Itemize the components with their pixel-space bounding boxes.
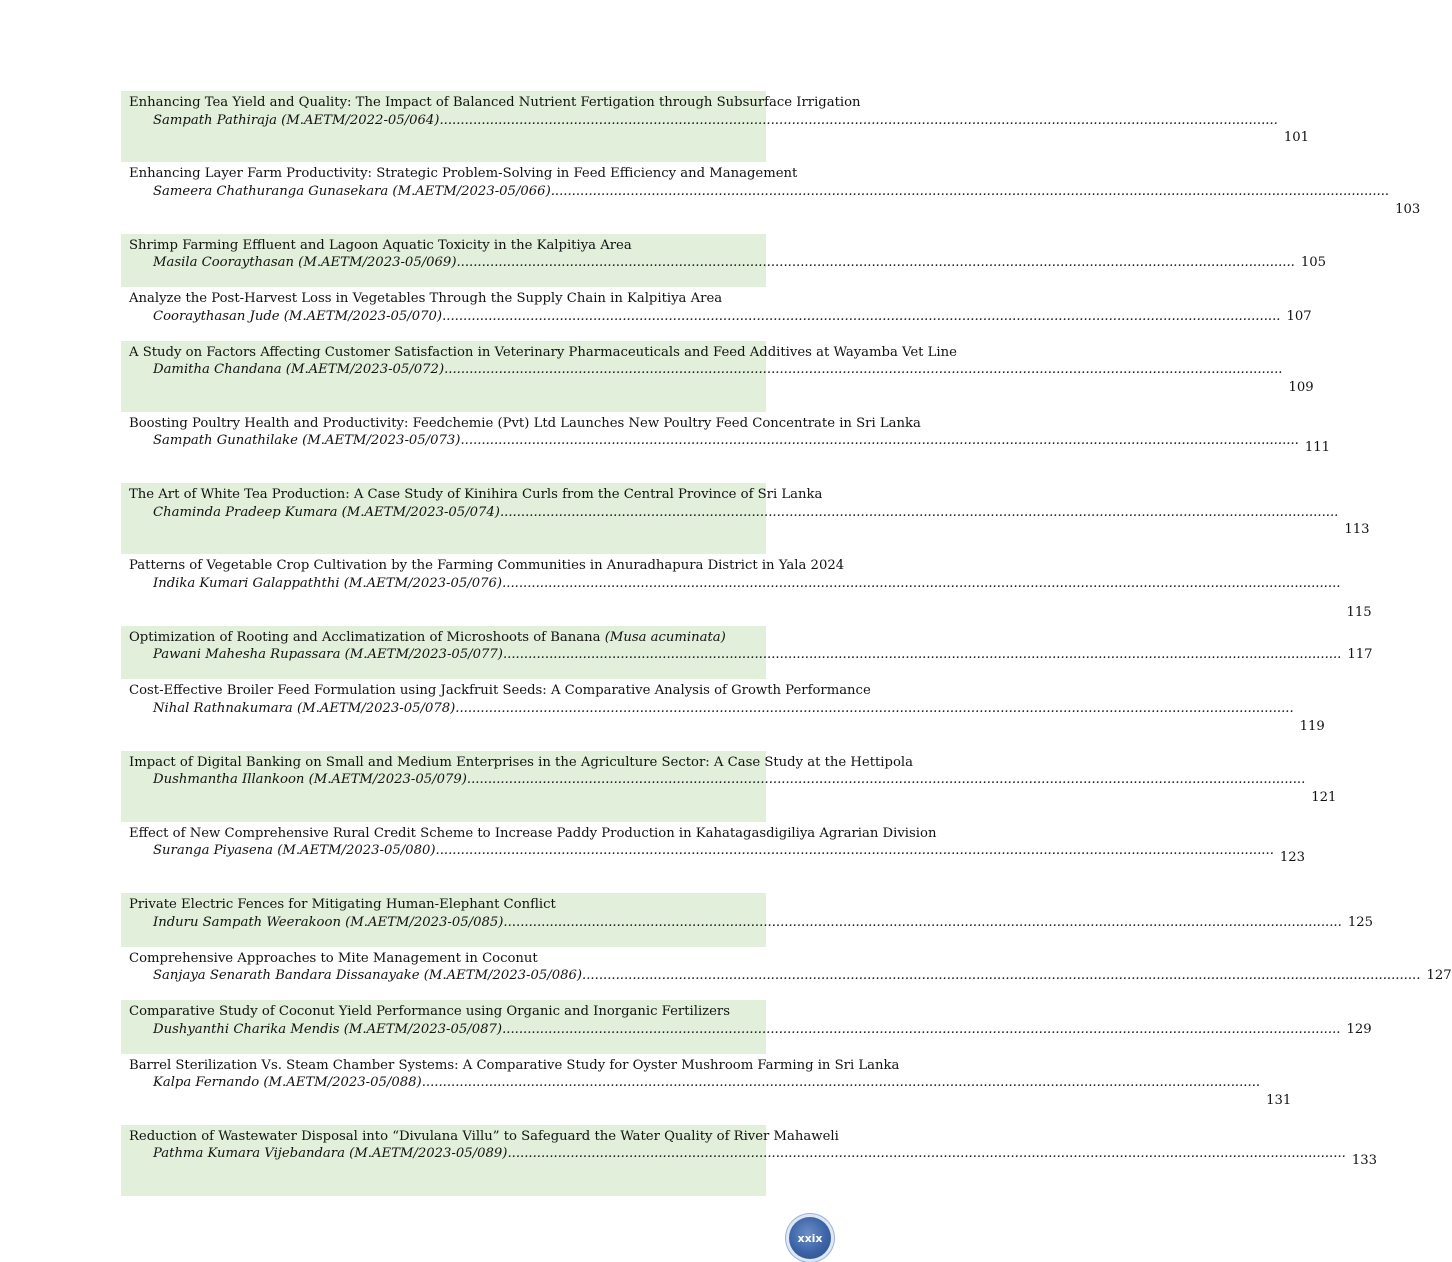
toc-entry[interactable] (121, 679, 1325, 750)
entry-page-number: 107 (1286, 308, 1312, 324)
entry-author: Sanjaya Senarath Bandara Dissanayake (M.AETM/2023-05/086) (153, 968, 583, 984)
entry-title-italic: (Musa acuminata) (604, 629, 726, 645)
entry-title: Patterns of Vegetable Crop Cultivation by the Farming Communities in Anuradhapura District in Yala 2024 (129, 558, 845, 574)
entry-page-number: 131 (1266, 1092, 1292, 1108)
entry-page-number: 109 (1288, 379, 1314, 395)
entry-title: Comprehensive Approaches to Mite Management in Coconut (129, 950, 538, 966)
leader-dots (456, 254, 1294, 272)
entry-author: Dushmantha Illankoon (M.AETM/2023-05/079) (153, 772, 467, 788)
entry-page-number: 125 (1347, 914, 1373, 930)
toc-entry[interactable] (121, 822, 1306, 893)
leader-dots (455, 700, 1293, 718)
entry-author: Pawani Mahesha Rupassara (M.AETM/2023-05/077) (153, 647, 503, 663)
toc-entry[interactable] (121, 91, 1310, 162)
entry-title: The Art of White Tea Production: A Case Study of Kinihira Curls from the Central Province of Sri Lanka (129, 487, 823, 503)
leader-dots (507, 1145, 1345, 1163)
entry-author: Indika Kumari Galappaththi (M.AETM/2023-05/076) (153, 575, 503, 591)
leader-dots (503, 646, 1341, 664)
entry-page-number: 105 (1300, 255, 1327, 271)
entry-author: Sampath Pathiraja (M.AETM/2022-05/064) (153, 112, 440, 128)
entry-title: Enhancing Tea Yield and Quality: The Impact of Balanced Nutrient Fertigation through Subsurface Irrigation (129, 95, 861, 110)
toc-entry[interactable] (121, 341, 1314, 412)
entry-title: Barrel Sterilization Vs. Steam Chamber Systems: A Comparative Study for Oyster Mushroom Farming in Sri Lanka (129, 1057, 900, 1073)
toc-entry[interactable] (121, 893, 1373, 947)
entry-page-number: 111 (1304, 440, 1331, 456)
entry-page-number: 121 (1311, 789, 1337, 805)
leader-dots (502, 575, 1340, 593)
entry-author: Damitha Chandana (M.AETM/2023-05/072) (153, 362, 445, 378)
leader-dots (444, 361, 1282, 379)
entry-author: Pathma Kumara Vijebandara (M.AETM/2023-05/089) (153, 1146, 508, 1162)
entry-page-number: 117 (1347, 647, 1373, 663)
entry-author: Kalpa Fernando (M.AETM/2023-05/088) (153, 1075, 422, 1091)
toc-entry[interactable] (121, 626, 1373, 680)
leader-dots (502, 1021, 1340, 1039)
entry-author: Nihal Rathnakumara (M.AETM/2023-05/078) (153, 700, 456, 716)
entry-title: Enhancing Layer Farm Productivity: Strategic Problem-Solving in Feed Efficiency and Management (129, 166, 798, 182)
leader-dots (503, 914, 1341, 932)
entry-author: Cooraythasan Jude (M.AETM/2023-05/070) (153, 308, 443, 324)
toc-entry[interactable] (121, 751, 1337, 822)
entry-page-number: 129 (1346, 1021, 1372, 1037)
leader-dots (422, 1074, 1260, 1092)
toc-entry[interactable] (121, 1000, 1372, 1054)
toc-entry[interactable] (121, 234, 1327, 288)
entry-author: Masila Cooraythasan (M.AETM/2023-05/069) (153, 255, 457, 271)
entry-page-number: 101 (1283, 130, 1310, 146)
entry-title: Private Electric Fences for Mitigating Human-Elephant Conflict (129, 897, 556, 913)
leader-dots (467, 771, 1305, 789)
table-of-contents (121, 91, 1452, 1196)
entry-page-number: 127 (1426, 968, 1452, 984)
toc-entry[interactable] (121, 412, 1331, 483)
entry-author: Induru Sampath Weerakoon (M.AETM/2023-05/085) (153, 914, 504, 930)
entry-author: Sampath Gunathilake (M.AETM/2023-05/073) (153, 433, 461, 449)
toc-entry[interactable] (121, 554, 1372, 625)
leader-dots (500, 504, 1338, 522)
toc-entry[interactable] (121, 1054, 1292, 1125)
entry-page-number: 115 (1346, 604, 1372, 620)
entry-page-number: 119 (1299, 718, 1325, 734)
leader-dots (551, 183, 1389, 201)
entry-title: Optimization of Rooting and Acclimatization of Microshoots of Banana (Musa acuminata) (129, 629, 726, 645)
leader-dots (436, 842, 1274, 860)
toc-entry[interactable] (121, 1125, 1377, 1196)
entry-author: Dushyanthi Charika Mendis (M.AETM/2023-05/087) (153, 1021, 503, 1037)
leader-dots (442, 308, 1280, 326)
toc-entry[interactable] (121, 162, 1421, 233)
entry-title: A Study on Factors Affecting Customer Satisfaction in Veterinary Pharmaceuticals and Feed Additives at Wayamba Vet Line (129, 344, 957, 360)
entry-author: Sameera Chathuranga Gunasekara (M.AETM/2023-05/066) (153, 183, 551, 199)
toc-entry[interactable] (121, 947, 1452, 1001)
entry-author: Suranga Piyasena (M.AETM/2023-05/080) (153, 843, 436, 859)
entry-title: Shrimp Farming Effluent and Lagoon Aquatic Toxicity in the Kalpitiya Area (129, 237, 632, 253)
leader-dots (582, 967, 1420, 985)
entry-title: Reduction of Wastewater Disposal into “Divulana Villu” to Safeguard the Water Quality of River Mahaweli (129, 1128, 839, 1144)
entry-title: Impact of Digital Banking on Small and Medium Enterprises in the Agriculture Sector: A Case Study at the Hettipola (129, 754, 913, 770)
entry-title: Cost-Effective Broiler Feed Formulation using Jackfruit Seeds: A Comparative Analysis of Growth Performance (129, 683, 871, 699)
toc-entry[interactable] (121, 483, 1370, 554)
entry-page-number: 123 (1279, 850, 1306, 866)
toc-entry[interactable] (121, 287, 1312, 341)
entry-author: Chaminda Pradeep Kumara (M.AETM/2023-05/074) (153, 504, 500, 520)
page-number-badge: xxix (789, 1217, 831, 1259)
entry-page-number: 103 (1395, 201, 1421, 217)
leader-dots (439, 112, 1277, 130)
leader-dots (460, 432, 1298, 450)
entry-title: Boosting Poultry Health and Productivity: Feedchemie (Pvt) Ltd Launches New Poultry Feed Concentrate in Sri Lanka (129, 415, 921, 431)
entry-page-number: 133 (1351, 1153, 1377, 1169)
entry-title: Comparative Study of Coconut Yield Performance using Organic and Inorganic Fertilizers (129, 1004, 730, 1020)
entry-page-number: 113 (1344, 522, 1370, 538)
entry-title: Effect of New Comprehensive Rural Credit Scheme to Increase Paddy Production in Kahatagasdigiliya Agrarian Division (129, 825, 937, 841)
entry-title: Analyze the Post-Harvest Loss in Vegetables Through the Supply Chain in Kalpitiya Area (129, 291, 723, 307)
